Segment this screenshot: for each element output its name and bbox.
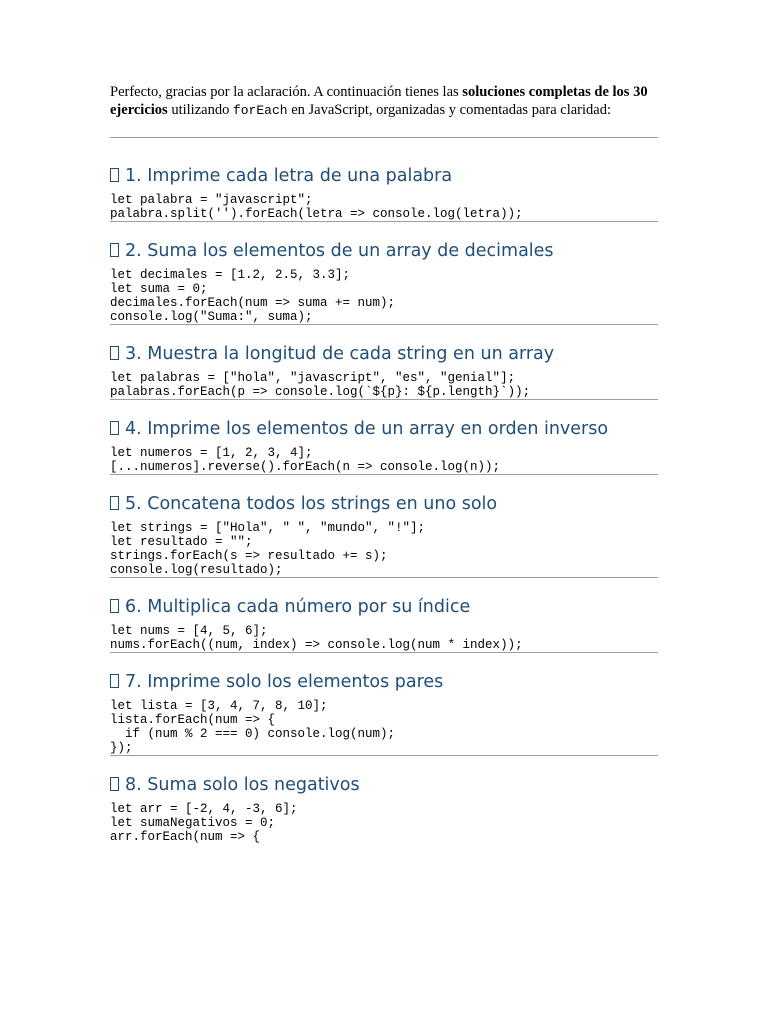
code-block	[110, 371, 658, 399]
exercise-section	[110, 400, 658, 475]
exercise-heading	[110, 165, 658, 187]
code-line: nums.forEach((num, index) => console.log(num * index));	[110, 638, 523, 652]
exercise-heading	[110, 240, 658, 262]
missing-glyph-icon	[110, 243, 119, 257]
code-block	[110, 699, 658, 755]
code-line: let lista = [3, 4, 7, 8, 10];	[110, 699, 328, 713]
exercise-section	[110, 578, 658, 653]
code-block	[110, 193, 658, 221]
exercise-list	[110, 138, 658, 844]
missing-glyph-icon	[110, 496, 119, 510]
code-line: palabras.forEach(p => console.log(`${p}: ${p.length}`));	[110, 385, 531, 399]
exercise-heading	[110, 343, 658, 365]
code-line: console.log("Suma:", suma);	[110, 310, 313, 324]
exercise-title: 6. Multiplica cada número por su índice	[125, 597, 471, 617]
intro-text: Perfecto, gracias por la aclaración. A continuación tienes las	[110, 84, 463, 100]
code-line: [...numeros].reverse().forEach(n => console.log(n));	[110, 460, 501, 474]
code-line: });	[110, 741, 133, 755]
document-page	[110, 84, 658, 844]
code-line: let arr = [-2, 4, -3, 6];	[110, 802, 298, 816]
missing-glyph-icon	[110, 168, 119, 182]
code-line: let nums = [4, 5, 6];	[110, 624, 268, 638]
code-line: let decimales = [1.2, 2.5, 3.3];	[110, 268, 351, 282]
exercise-title: 1. Imprime cada letra de una palabra	[125, 166, 453, 186]
exercise-heading	[110, 493, 658, 515]
code-line: let palabras = ["hola", "javascript", "es", "genial"];	[110, 371, 516, 385]
exercise-section	[110, 475, 658, 578]
intro-text-after: en JavaScript, organizadas y comentadas para claridad:	[287, 101, 611, 118]
code-line: palabra.split('').forEach(letra => console.log(letra));	[110, 207, 523, 221]
exercise-section	[110, 138, 658, 222]
exercise-title: 5. Concatena todos los strings en uno solo	[125, 494, 498, 514]
code-line: arr.forEach(num => {	[110, 830, 261, 844]
exercise-heading	[110, 596, 658, 618]
exercise-heading	[110, 774, 658, 796]
missing-glyph-icon	[110, 777, 119, 791]
intro-bold-text: soluciones completas de los 30 ejercicios	[110, 84, 648, 118]
code-line: console.log(resultado);	[110, 563, 283, 577]
missing-glyph-icon	[110, 674, 119, 688]
missing-glyph-icon	[110, 599, 119, 613]
code-line: let strings = ["Hola", " ", "mundo", "!"];	[110, 521, 426, 535]
exercise-section	[110, 653, 658, 756]
exercise-title: 3. Muestra la longitud de cada string en un array	[125, 344, 555, 364]
code-line: lista.forEach(num => {	[110, 713, 276, 727]
code-block	[110, 446, 658, 474]
missing-glyph-icon	[110, 346, 119, 360]
exercise-title: 4. Imprime los elementos de un array en orden inverso	[125, 419, 609, 439]
exercise-heading	[110, 418, 658, 440]
code-line: let sumaNegativos = 0;	[110, 816, 276, 830]
exercise-title: 2. Suma los elementos de un array de decimales	[125, 241, 554, 261]
exercise-title: 8. Suma solo los negativos	[125, 775, 360, 795]
intro-code: forEach	[232, 102, 288, 118]
code-line: let resultado = "";	[110, 535, 253, 549]
exercise-section	[110, 325, 658, 400]
exercise-section	[110, 222, 658, 325]
code-line: strings.forEach(s => resultado += s);	[110, 549, 388, 563]
code-block	[110, 802, 658, 844]
code-line: decimales.forEach(num => suma += num);	[110, 296, 396, 310]
code-line: let numeros = [1, 2, 3, 4];	[110, 446, 313, 460]
intro-paragraph	[110, 84, 658, 119]
code-block	[110, 521, 658, 577]
code-block	[110, 268, 658, 324]
intro-text-mid: utilizando	[167, 101, 233, 118]
code-line: if (num % 2 === 0) console.log(num);	[110, 727, 396, 741]
exercise-heading	[110, 671, 658, 693]
code-line: let suma = 0;	[110, 282, 208, 296]
exercise-section	[110, 756, 658, 844]
code-line: let palabra = "javascript";	[110, 193, 313, 207]
code-block	[110, 624, 658, 652]
missing-glyph-icon	[110, 421, 119, 435]
exercise-title: 7. Imprime solo los elementos pares	[125, 672, 444, 692]
